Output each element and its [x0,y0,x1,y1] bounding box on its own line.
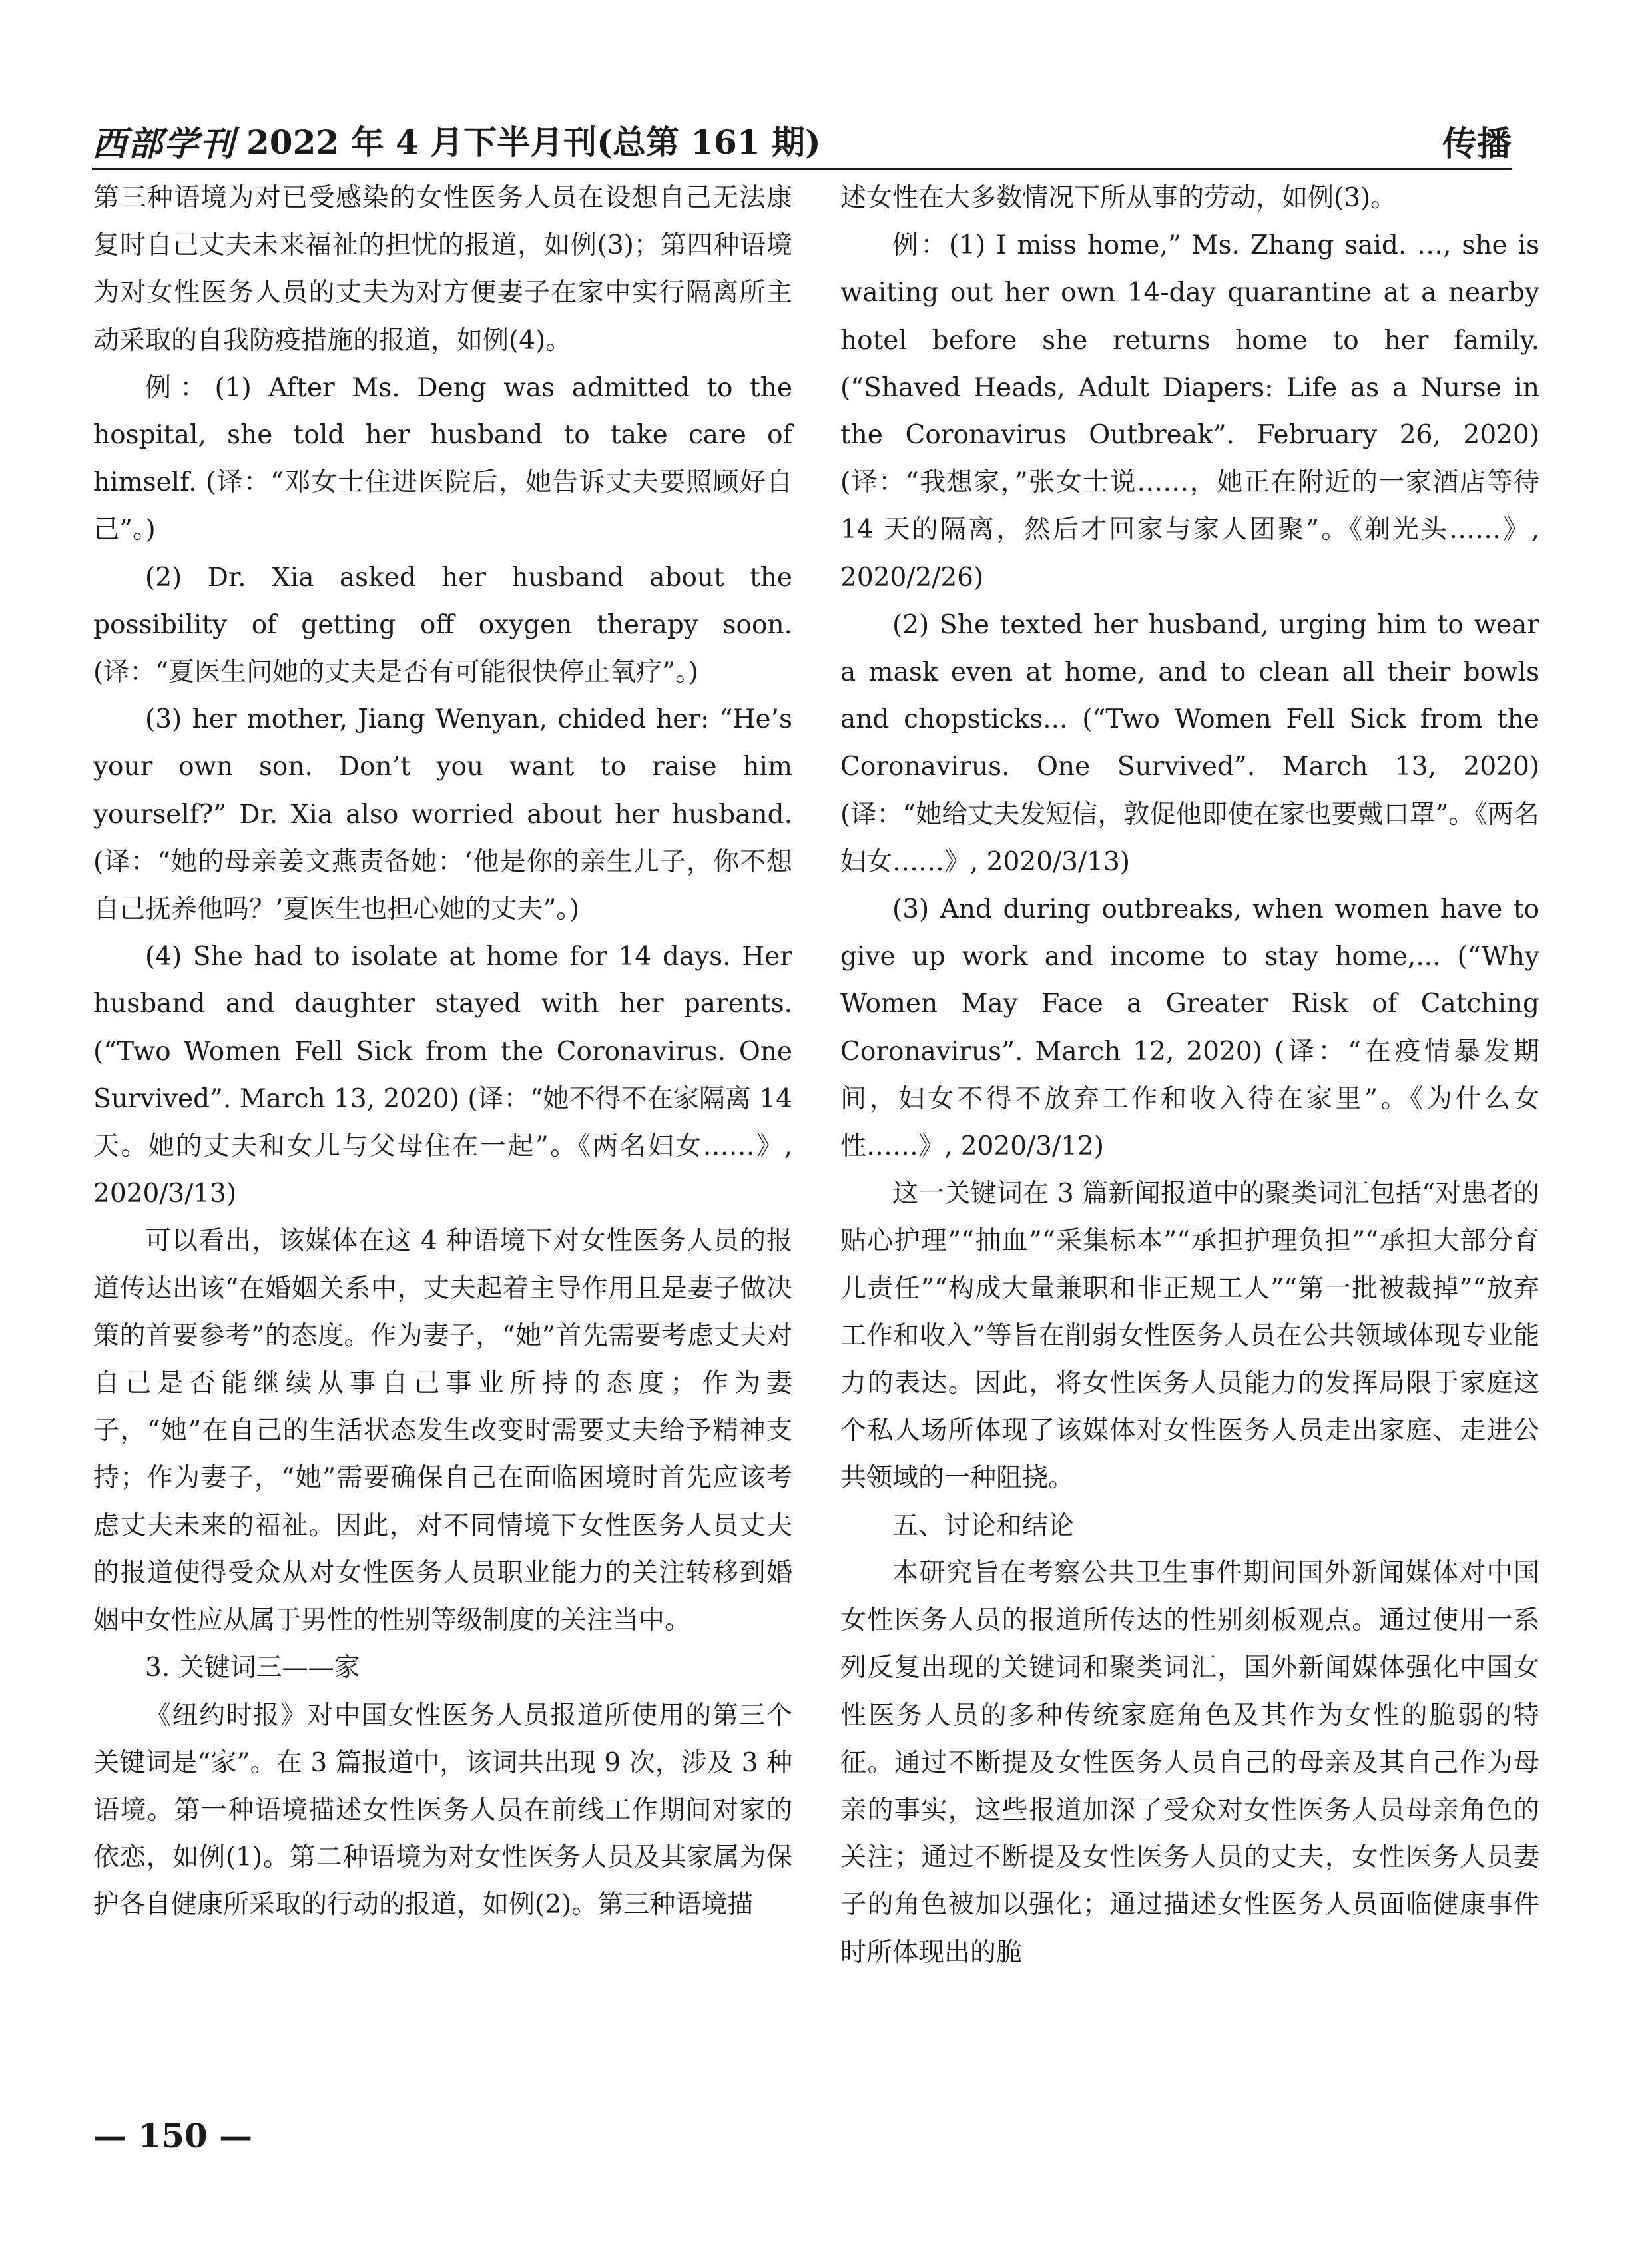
paragraph: (2) Dr. Xia asked her husband about the possibility of getting off oxygen therapy soon. (译：“夏医生问她的丈夫是否有可能很快停止氧疗”。) [93,562,792,688]
paragraph: (3) And during outbreaks, when women have to give up work and income to stay home,... (“Why Women May Face a Greater Risk of Catching Coronavirus”. March 12, 2020) (译：“在疫情暴发期间，妇女不得不放弃工作和收入待在家里”。《为什么女性……》, 2020/3/12) [840,894,1539,1162]
right-column [840,174,1539,1976]
section-heading: 五、讨论和结论 [892,1510,1075,1541]
journal-logo: 西部学刊 [92,124,236,164]
subsection-heading: 3. 关键词三——家 [145,1653,360,1683]
paragraph: 可以看出，该媒体在这 4 种语境下对女性医务人员的报道传达出该“在婚姻关系中，丈夫起着主导作用且是妻子做决策的首要参考”的态度。作为妻子，“她”首先需要考虑丈夫对自己是否能继续从事自己事业所持的态度；作为妻子，“她”在自己的生活状态发生改变时需要丈夫给予精神支持；作为妻子，“她”需要确保自己在面临困境时首先应该考虑丈夫未来的福祉。因此，对不同情境下女性医务人员丈夫的报道使得受众从对女性医务人员职业能力的关注转移到婚姻中女性应从属于男性的性别等级制度的关注当中。 [93,1226,792,1636]
issue-info: 2022 年 4 月下半月刊(总第 161 期) [246,123,821,162]
page-header [92,112,1512,164]
paragraph: 本研究旨在考察公共卫生事件期间国外新闻媒体对中国女性医务人员的报道所传达的性别刻板观点。通过使用一系列反复出现的关键词和聚类词汇，国外新闻媒体强化中国女性医务人员的多种传统家庭角色及其作为女性的脆弱的特征。通过不断提及女性医务人员自己的母亲及其自己作为母亲的事实，这些报道加深了受众对女性医务人员母亲角色的关注；通过不断提及女性医务人员的丈夫，女性医务人员妻子的角色被加以强化；通过描述女性医务人员面临健康事件时所体现出的脆 [840,1557,1539,1968]
section-label: 传播 [1442,124,1512,164]
paragraph: 这一关键词在 3 篇新闻报道中的聚类词汇包括“对患者的贴心护理”“抽血”“采集标本”“承担护理负担”“承担大部分育儿责任”“构成大量兼职和非正规工人”“第一批被裁掉”“放弃工作和收入”等旨在削弱女性医务人员在公共领域体现专业能力的表达。因此，将女性医务人员能力的发挥局限于家庭这个私人场所体现了该媒体对女性医务人员走出家庭、走进公共领域的一种阻挠。 [840,1179,1539,1494]
paragraph: (3) her mother, Jiang Wenyan, chided her: “He’s your own son. Don’t you want to raise him yourself?” Dr. Xia also worried about her husband. (译：“她的母亲姜文燕责备她：‘他是你的亲生儿子，你不想自己抚养他吗？’夏医生也担心她的丈夫”。) [93,704,792,925]
page-number: — 150 — [93,2116,253,2155]
header-divider [92,168,1512,170]
paragraph: 述女性在大多数情况下所从事的劳动，如例(3)。 [840,183,1397,213]
paragraph: (4) She had to isolate at home for 14 days. Her husband and daughter stayed with her parents. (“Two Women Fell Sick from the Coronavirus. One Survived”. March 13, 2020) (译：“她不得不在家隔离 14 天。她的丈夫和女儿与父母住在一起”。《两名妇女……》, 2020/3/13) [93,942,792,1209]
paragraph: (2) She texted her husband, urging him to wear a mask even at home, and to clean all their bowls and chopsticks... (“Two Women Fell Sick from the Coronavirus. One Survived”. March 13, 2020) (译：“她给丈夫发短信，敦促他即使在家也要戴口罩”。《两名妇女……》, 2020/3/13) [840,609,1539,877]
paragraph: 第三种语境为对已受感染的女性医务人员在设想自己无法康复时自己丈夫未来福祉的担忧的报道，如例(3)；第四种语境为对女性医务人员的丈夫为对方便妻子在家中实行隔离所主动采取的自我防疫措施的报道，如例(4)。 [93,183,792,356]
paragraph: 例：(1) After Ms. Deng was admitted to the hospital, she told her husband to take care of himself. (译：“邓女士住进医院后，她告诉丈夫要照顾好自己”。) [93,372,792,545]
paragraph: 《纽约时报》对中国女性医务人员报道所使用的第三个关键词是“家”。在 3 篇报道中，该词共出现 9 次，涉及 3 种语境。第一种语境描述女性医务人员在前线工作期间对家的依恋，如例(1)。第二种语境为对女性医务人员及其家属为保护各自健康所采取的行动的报道，如例(2)。第三种语境描 [93,1700,792,1920]
left-column [93,174,792,1929]
paragraph: 例：(1) I miss home,” Ms. Zhang said. …, she is waiting out her own 14-day quarantine at a nearby hotel before she returns home to her family. (“Shaved Heads, Adult Diapers: Life as a Nurse in the Coronavirus Outbreak”. February 26, 2020) (译：“我想家，”张女士说……，她正在附近的一家酒店等待 14 天的隔离，然后才回家与家人团聚”。《剃光头……》, 2020/2/26) [840,230,1539,593]
